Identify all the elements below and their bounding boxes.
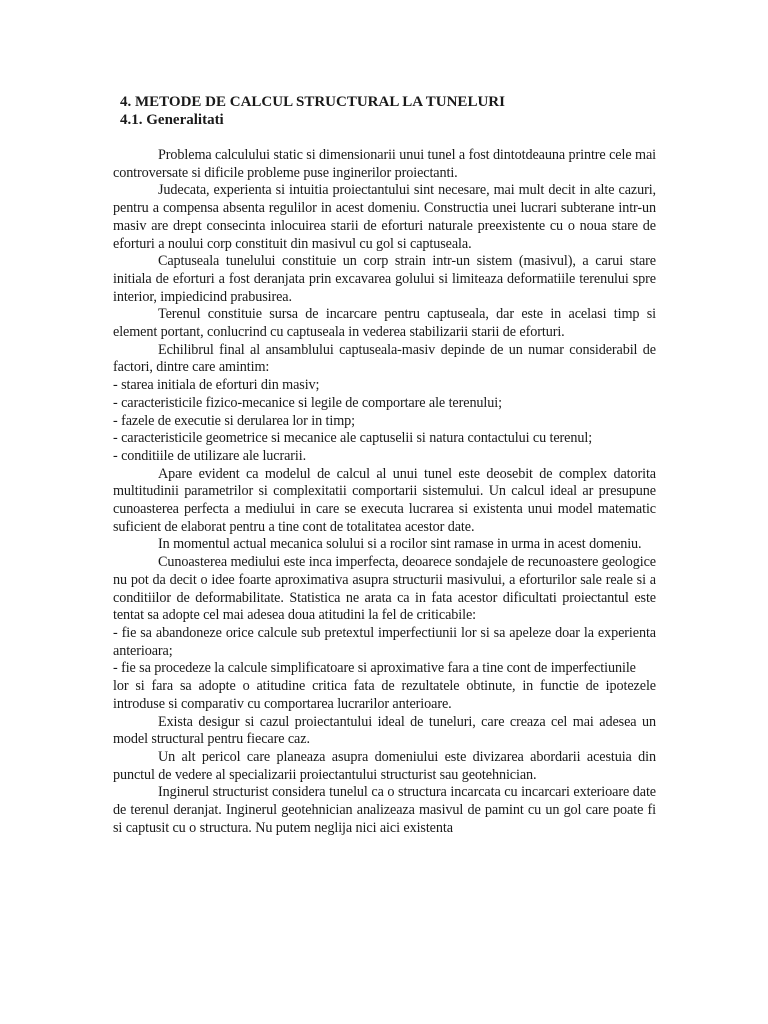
list-item: - starea initiala de eforturi din masiv; bbox=[113, 377, 320, 394]
paragraph: Exista desigur si cazul proiectantului ideal de tuneluri, care creaza cel mai adesea un model structural pentru fiecare caz. bbox=[113, 713, 656, 748]
list-item: - caracteristicile geometrice si mecanice ale captuselii si natura contactului cu terenul; bbox=[113, 430, 593, 447]
document-body bbox=[113, 147, 656, 837]
list-item: - caracteristicile fizico-mecanice si legile de comportare ale terenului; bbox=[113, 394, 502, 411]
paragraph-continuation: lor si fara sa adopte o atitudine critica fata de rezultatele obtinute, in functie de ipotezele introduse si comparativ cu comportarea lucrarilor anterioare. bbox=[113, 678, 656, 712]
list-item: - conditiile de utilizare ale lucrarii. bbox=[113, 447, 307, 464]
section-heading: 4.1. Generalitati bbox=[120, 112, 224, 128]
document-page bbox=[113, 93, 656, 837]
paragraph: Terenul constituie sursa de incarcare pentru captuseala, dar este in acelasi timp si element portant, conlucrind cu captuseala in vederea stabilizarii starii de eforturi. bbox=[113, 306, 656, 341]
chapter-heading: 4. METODE DE CALCUL STRUCTURAL LA TUNELURI bbox=[120, 94, 505, 110]
paragraph: Echilibrul final al ansamblului captuseala-masiv depinde de un numar considerabil de factori, dintre care amintim: bbox=[113, 341, 656, 376]
list-item: - fazele de executie si derularea lor in timp; bbox=[113, 412, 355, 429]
paragraph: Apare evident ca modelul de calcul al unui tunel este deosebit de complex datorita multitudinii parametrilor si complexitatii comportarii sistemului. Un calcul ideal ar presupune cunoasterea perfecta a mediului in care se executa lucrarea si existenta unui model matematic suficient de elaborat pentru a tine cont de totalitatea acestor date. bbox=[113, 465, 656, 535]
paragraph: Un alt pericol care planeaza asupra domeniului este divizarea abordarii acestuia din punctul de vedere al specializarii proiectantului structurist sau geotehnician. bbox=[113, 748, 656, 783]
list-item: - fie sa abandoneze orice calcule sub pretextul imperfectiunii lor si sa apeleze doar la experienta anterioara; bbox=[113, 624, 656, 659]
paragraph: Problema calculului static si dimensionarii unui tunel a fost dintotdeauna printre cele mai controversate si dificile probleme puse inginerilor proiectanti. bbox=[113, 147, 656, 181]
paragraph: Cunoasterea mediului este inca imperfecta, deoarece sondajele de recunoastere geologice nu pot da decit o idee foarte aproximativa asupra structurii masivului, a eforturilor sale reale si a conditiilor de deformabilitate. Statistica ne arata ca in fata acestor dificultati proiectantul este tentat sa adopte cel mai adesea doua atitudini la fel de criticabile: bbox=[113, 554, 656, 624]
paragraph: Judecata, experienta si intuitia proiectantului sint necesare, mai mult decit in alte cazuri, pentru a compensa absenta regulilor in acest domeniu. Constructia unei lucrari subterane intr-un masiv are drept consecinta inlocuirea starii de eforturi naturale preexistente cu o noua stare de eforturi a noului corp constituit din masivul cu gol si captuseala. bbox=[113, 182, 656, 252]
paragraph: Inginerul structurist considera tunelul ca o structura incarcata cu incarcari exterioare date de terenul deranjat. Inginerul geotehnician analizeaza masivul de pamint cu un gol care poate fi si captusit cu o structura. Nu putem neglija nici aici existenta bbox=[113, 784, 656, 836]
paragraph: Captuseala tunelului constituie un corp strain intr-un sistem (masivul), a carui stare initiala de eforturi a fost deranjata prin excavarea golului si limiteaza deformatiile terenului spre interior, impiedicind prabusirea. bbox=[113, 253, 656, 305]
paragraph: In momentul actual mecanica solului si a rocilor sint ramase in urma in acest domeniu. bbox=[158, 536, 642, 553]
list-item: - fie sa procedeze la calcule simplificatoare si aproximative fara a tine cont de imperfectiunile bbox=[113, 660, 636, 677]
